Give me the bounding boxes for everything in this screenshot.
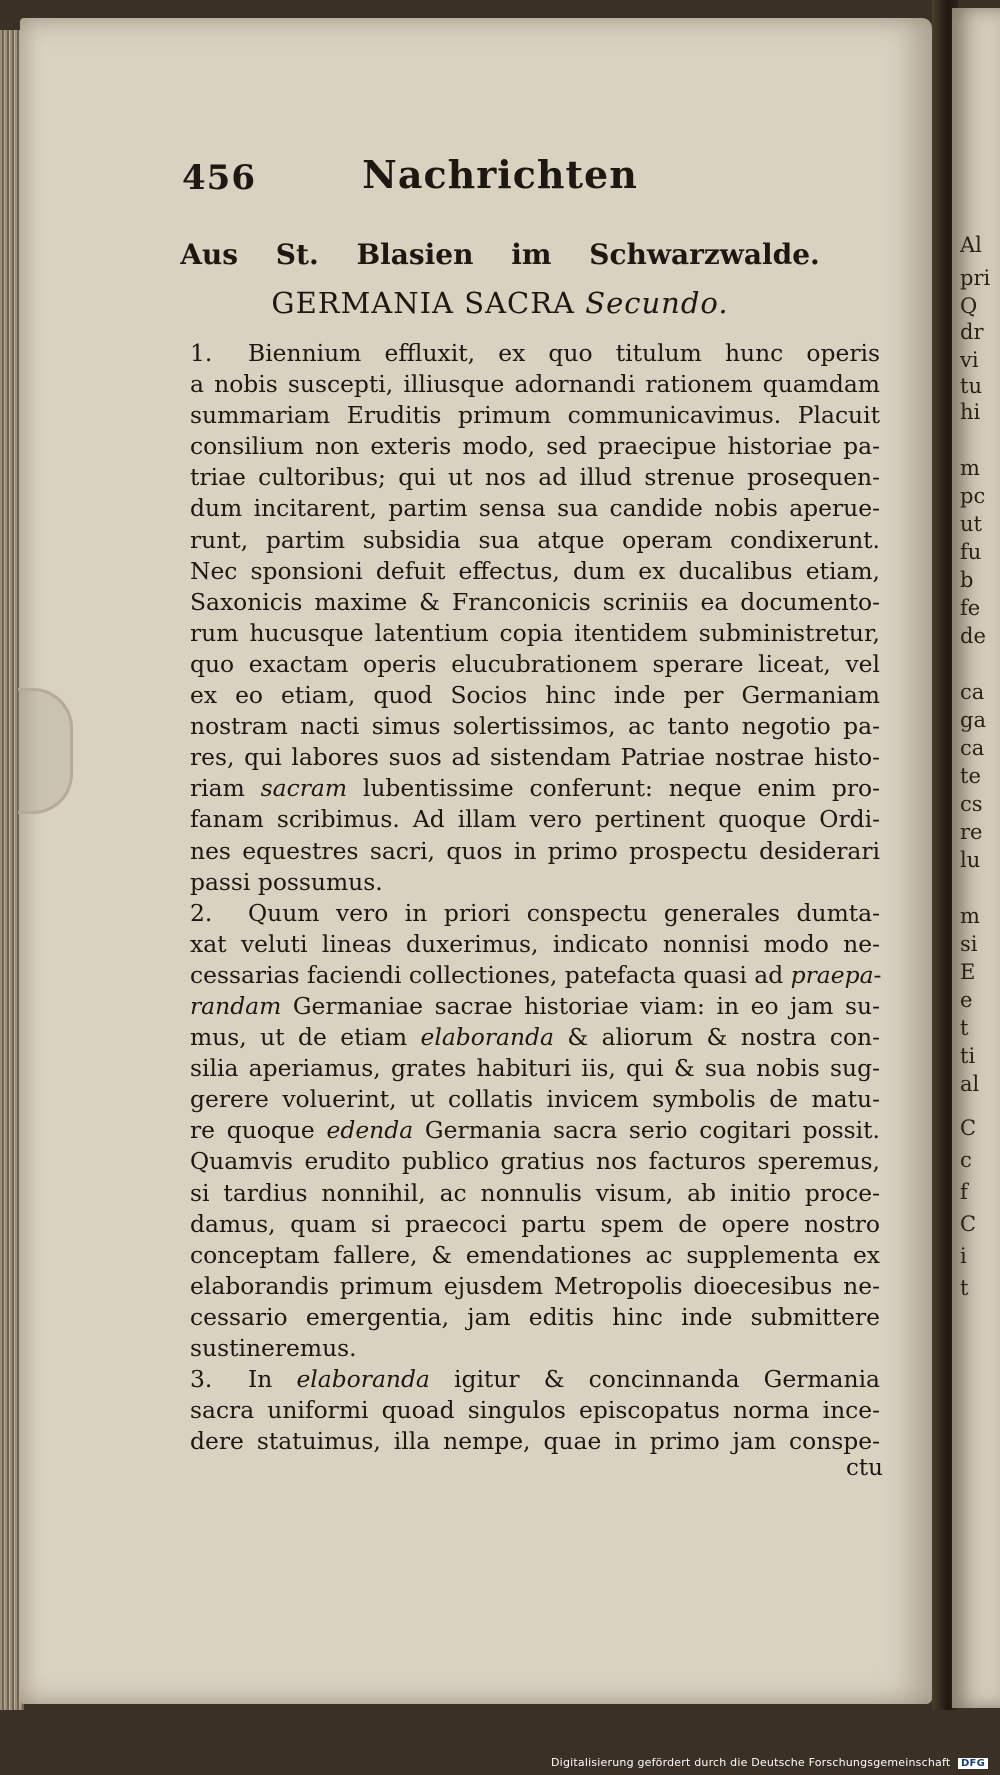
facing-fragment: ca <box>960 680 985 704</box>
facing-fragment: m <box>960 904 980 928</box>
text-line <box>190 898 880 929</box>
facing-fragment: b <box>960 568 974 592</box>
text-line: re quoque edenda Germania sacra serio cogitari possit. <box>190 1116 880 1145</box>
facing-fragment: t <box>960 1276 969 1300</box>
text-line: sacra uniformi quoad singulos episcopatus norma ince- <box>190 1396 880 1425</box>
facing-fragment: t <box>960 1016 969 1040</box>
facing-fragment: dr <box>960 320 984 344</box>
text-line: res, qui labores suos ad sistendam Patriae nostrae histo- <box>190 743 880 772</box>
text-line: conceptam fallere, & emendationes ac supplementa ex <box>190 1240 880 1269</box>
facing-fragment: ti <box>960 1044 976 1068</box>
facing-fragment: e <box>960 988 973 1012</box>
facing-fragment: f <box>960 1180 968 1204</box>
text-line: elaborandis primum ejusdem Metropolis dioecesibus ne- <box>190 1271 880 1300</box>
text-line: nostram nacti simus solertissimos, ac tanto negotio pa- <box>190 712 880 741</box>
facing-fragment: c <box>960 1148 972 1172</box>
text-line: dere statuimus, illa nempe, quae in primo jam conspe- <box>190 1427 880 1456</box>
facing-fragment: de <box>960 624 986 648</box>
text-line: a nobis suscepti, illiusque adornandi rationem quamdam <box>190 370 880 399</box>
text-line: riam sacram lubentissime conferunt: neque enim pro- <box>190 774 880 803</box>
text-line: triae cultoribus; qui ut nos ad illud strenue prosequen- <box>190 463 880 492</box>
paragraph-number: 2. <box>190 898 213 927</box>
facing-fragment: pc <box>960 484 986 508</box>
text-line <box>190 338 880 369</box>
running-head: Nachrichten <box>362 152 638 197</box>
facing-fragment: lu <box>960 848 981 872</box>
title <box>0 286 1000 320</box>
text-line: rum hucusque latentium copia itentidem subministretur, <box>190 618 880 647</box>
text-line: quo exactam operis elucubrationem sperare liceat, vel <box>190 649 880 678</box>
facing-fragment: al <box>960 1072 980 1096</box>
text-line-content: Biennium effluxit, ex quo titulum hunc operis <box>248 339 880 367</box>
text-line: Quamvis erudito publico gratius nos facturos speremus, <box>190 1147 880 1176</box>
facing-fragment: i <box>960 1244 967 1268</box>
text-line: dum incitarent, partim sensa sua candide nobis aperue- <box>190 494 880 523</box>
facing-fragment: fu <box>960 540 982 564</box>
text-line: cessarias faciendi collectiones, patefacta quasi ad praepa- <box>190 960 882 989</box>
facing-fragment: tu <box>960 374 982 398</box>
text-line: damus, quam si praecoci partu spem de opere nostro <box>190 1209 880 1238</box>
paragraph <box>190 898 880 1364</box>
text-line: summariam Eruditis primum communicavimus. Placuit <box>190 401 880 430</box>
facing-fragment: E <box>960 960 976 984</box>
text-line: Nec sponsioni defuit effectus, dum ex ducalibus etiam, <box>190 556 880 585</box>
text-line: ex eo etiam, quod Socios hinc inde per Germaniam <box>190 681 880 710</box>
text-line: xat veluti lineas duxerimus, indicato nonnisi modo ne- <box>190 929 880 958</box>
facing-fragment: m <box>960 456 980 480</box>
facing-fragment: ga <box>960 708 986 732</box>
facing-fragment: pri <box>960 266 991 290</box>
facing-fragment: fe <box>960 596 981 620</box>
facing-fragment: ca <box>960 736 985 760</box>
text-line: runt, partim subsidia sua atque operam condixerunt. <box>190 525 880 554</box>
text-line: fanam scribimus. Ad illam vero pertinent quoque Ordi- <box>190 805 880 834</box>
text-line: consilium non exteris modo, sed praecipue historiae pa- <box>190 432 880 461</box>
title-italic: Secundo. <box>585 286 729 320</box>
digitization-footer <box>551 1756 988 1769</box>
paragraph <box>190 338 880 898</box>
title-main: GERMANIA SACRA <box>271 286 575 320</box>
facing-fragment: si <box>960 932 978 956</box>
dfg-logo: DFG <box>958 1758 988 1769</box>
text-line: nes equestres sacri, quos in primo prospectu desiderari <box>190 836 880 865</box>
body-text <box>190 338 880 1457</box>
text-line <box>190 1364 880 1395</box>
paragraph-number: 3. <box>190 1365 213 1394</box>
text-line: sustineremus. <box>190 1334 357 1362</box>
text-line-content: Quum vero in priori conspectu generales dumta- <box>248 898 880 927</box>
text-line: silia aperiamus, grates habituri iis, qui & sua nobis sug- <box>190 1054 880 1083</box>
facing-fragment: Q <box>960 294 978 318</box>
facing-fragment: cs <box>960 792 983 816</box>
text-line: randam Germaniae sacrae historiae viam: in eo jam su- <box>190 991 880 1020</box>
paragraph <box>190 1364 880 1457</box>
facing-fragment: C <box>960 1116 977 1140</box>
facing-fragment: vi <box>960 348 979 372</box>
page-number: 456 <box>182 158 256 198</box>
catchword: ctu <box>846 1455 883 1481</box>
text-line: passi possumus. <box>190 867 383 896</box>
text-line: cessario emergentia, jam editis hinc inde submittere <box>190 1302 880 1331</box>
facing-fragment: hi <box>960 400 981 424</box>
text-line: Saxonicis maxime & Franconicis scriniis ea documento- <box>190 587 880 616</box>
facing-fragment: re <box>960 820 983 844</box>
text-line: si tardius nonnihil, ac nonnulis visum, ab initio proce- <box>190 1178 880 1207</box>
facing-fragment: te <box>960 764 981 788</box>
paragraph-number: 1. <box>190 339 213 367</box>
facing-fragment: Al <box>960 233 982 257</box>
text-line: gerere voluerint, ut collatis invicem symbolis de matu- <box>190 1085 880 1114</box>
footer-text: Digitalisierung gefördert durch die Deutsche Forschungsgemeinschaft <box>551 1756 951 1769</box>
text-line: mus, ut de etiam elaboranda & aliorum & nostra con- <box>190 1023 880 1052</box>
section-heading: Aus St. Blasien im Schwarzwalde. <box>180 238 820 271</box>
text-line-content: In elaboranda igitur & concinnanda Germania <box>248 1365 880 1394</box>
facing-fragment: ut <box>960 512 982 536</box>
facing-fragment: C <box>960 1212 977 1236</box>
